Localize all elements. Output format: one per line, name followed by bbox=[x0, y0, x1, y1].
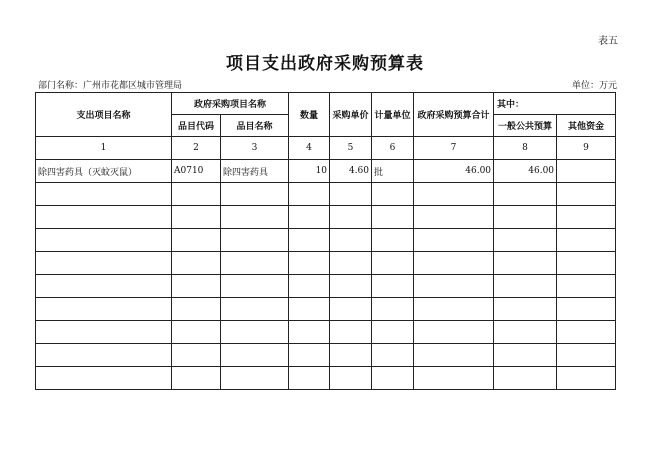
index-cell: 4 bbox=[289, 137, 330, 160]
cell-code: A0710 bbox=[172, 160, 221, 183]
header-procurement-item: 政府采购项目名称 bbox=[172, 93, 289, 115]
index-cell: 2 bbox=[172, 137, 221, 160]
page-title: 项目支出政府采购预算表 bbox=[226, 54, 424, 74]
header-general-budget: 一般公共预算 bbox=[494, 115, 557, 137]
index-cell: 3 bbox=[221, 137, 289, 160]
empty-row bbox=[36, 252, 616, 275]
empty-row bbox=[36, 183, 616, 206]
empty-row bbox=[36, 321, 616, 344]
table-row bbox=[36, 160, 616, 183]
cell-unit-price: 4.60 bbox=[330, 160, 372, 183]
header-quantity: 数量 bbox=[289, 93, 330, 137]
index-cell: 1 bbox=[36, 137, 172, 160]
index-cell: 6 bbox=[372, 137, 414, 160]
cell-name: 除四害药具 bbox=[221, 160, 289, 183]
unit-label: 单位：万元 bbox=[572, 81, 618, 91]
header-unit-price: 采购单价 bbox=[330, 93, 372, 137]
form-tag: 表五 bbox=[598, 36, 618, 47]
index-cell: 9 bbox=[557, 137, 616, 160]
empty-row bbox=[36, 298, 616, 321]
header-measure-unit: 计量单位 bbox=[372, 93, 414, 137]
budget-table bbox=[35, 92, 616, 390]
empty-row bbox=[36, 275, 616, 298]
index-cell: 7 bbox=[414, 137, 494, 160]
cell-other-funds bbox=[557, 160, 616, 183]
cell-total: 46.00 bbox=[414, 160, 494, 183]
cell-item-name: 除四害药具（灭蚊灭鼠） bbox=[36, 160, 172, 183]
cell-measure-unit: 批 bbox=[372, 160, 414, 183]
department-label: 部门名称：广州市花都区城市管理局 bbox=[38, 81, 183, 91]
header-of-which: 其中： bbox=[494, 93, 616, 115]
index-cell: 5 bbox=[330, 137, 372, 160]
empty-row bbox=[36, 367, 616, 390]
header-row-1 bbox=[36, 93, 616, 115]
header-total: 政府采购预算合计 bbox=[414, 93, 494, 137]
index-cell: 8 bbox=[494, 137, 557, 160]
header-name: 品目名称 bbox=[221, 115, 289, 137]
header-code: 品目代码 bbox=[172, 115, 221, 137]
cell-general-budget: 46.00 bbox=[494, 160, 557, 183]
empty-row bbox=[36, 206, 616, 229]
header-item-name: 支出项目名称 bbox=[36, 93, 172, 137]
empty-row bbox=[36, 344, 616, 367]
empty-row bbox=[36, 229, 616, 252]
cell-quantity: 10 bbox=[289, 160, 330, 183]
index-row bbox=[36, 137, 616, 160]
header-other-funds: 其他资金 bbox=[557, 115, 616, 137]
